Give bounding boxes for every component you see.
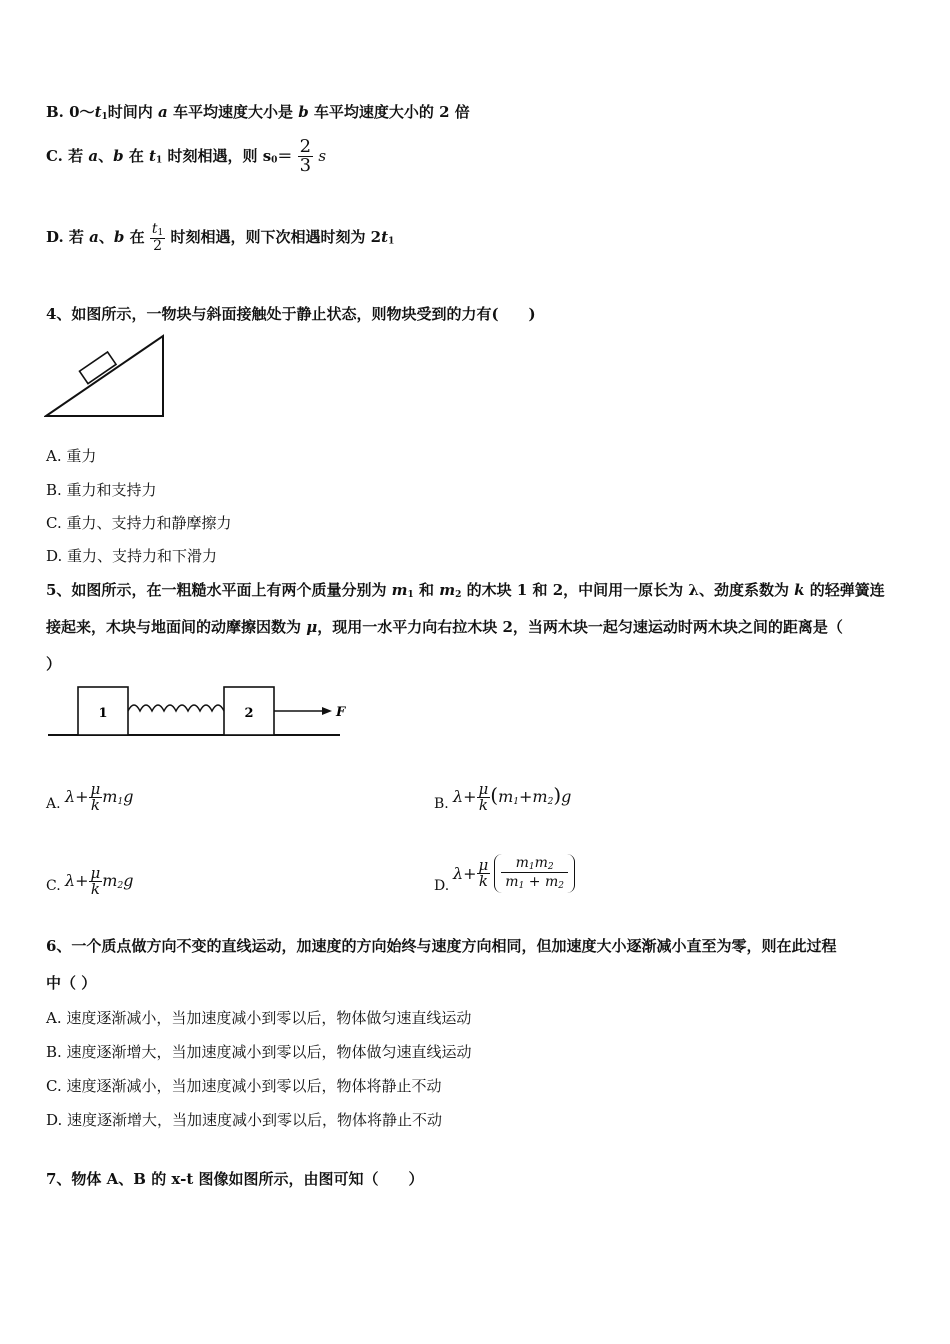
q4-stem: 4、如图所示，一物块与斜面接触处于静止状态，则物块受到的力有( ) [46, 305, 536, 323]
q4-option-d: D. 重力、支持力和下滑力 [46, 547, 218, 565]
q3-option-d: D. 若 a、b 在 $\frac{t_1}{2}$ 时刻相遇，则下次相遇时刻为 $2t_1$ [46, 221, 395, 254]
q3-option-b: B. $0\sim t_1$时间内 a 车平均速度大小是 b 车平均速度大小的 2 倍 [46, 103, 470, 122]
q7-stem: 7、物体 A、B 的 x-t 图像如图所示，由图可知（ ） [46, 1170, 424, 1188]
force-arrowhead [322, 707, 332, 715]
q4-option-a: A. 重力 [46, 447, 97, 465]
formula-b: λ+ $\frac{\mu}{k}$ $(m_1+m_2)g$ [453, 780, 572, 814]
q5-stem-line3: ） [46, 655, 62, 673]
q6-option-a: A. 速度逐渐减小，当加速度减小到零以后，物体做匀速直线运动 [46, 1009, 472, 1027]
incline-triangle [46, 336, 163, 416]
q6-stem-line1: 6、一个质点做方向不变的直线运动，加速度的方向始终与速度方向相同，但加速度大小逐渐减小直至为零，则在此过程 [46, 937, 837, 955]
q6-option-b: B. 速度逐渐增大，当加速度减小到零以后，物体做匀速直线运动 [46, 1043, 472, 1061]
block-on-incline [79, 352, 116, 384]
q5-stem-line2: 接起来，木块与地面间的动摩擦因数为 μ，现用一水平力向右拉木块 2，当两木块一起匀速运动时两木块之间的距离是（ [46, 618, 843, 636]
q6-option-c: C. 速度逐渐减小，当加速度减小到零以后，物体将静止不动 [46, 1077, 442, 1095]
spring [128, 705, 224, 711]
fraction-t1-over-2: $\frac{t_1}{2}$ [151, 221, 164, 254]
formula-d: λ+ $\frac{\mu}{k}$ $\frac{m_1m_2}{m_1 + m_2}$ [453, 854, 575, 893]
block-2-label: 2 [244, 706, 254, 721]
q4-option-c: C. 重力、支持力和静摩擦力 [46, 514, 232, 532]
spring-blocks-figure [46, 684, 346, 740]
q6-option-d: D. 速度逐渐增大，当加速度减小到零以后，物体将静止不动 [46, 1111, 443, 1129]
fraction-two-thirds: $\frac{2}{3}$ [299, 136, 312, 176]
block-1-label: 1 [98, 706, 108, 721]
force-label: F [336, 705, 346, 720]
formula-a: λ+ $\frac{\mu}{k}$ $m_1g$ [65, 780, 134, 814]
q3-option-c: C. 若 a、b 在 $t_1$ 时刻相遇，则 $s_0=$ $\frac{2}{3}$ s [46, 136, 327, 176]
q4-option-b: B. 重力和支持力 [46, 481, 157, 499]
formula-c: λ+ $\frac{\mu}{k}$ $m_2g$ [65, 864, 134, 898]
q6-stem-line2: 中（ ） [46, 974, 97, 992]
incline-figure [44, 334, 166, 418]
q5-stem-line1: 5、如图所示，在一粗糙水平面上有两个质量分别为 $m_1$ 和 $m_2$ 的木块 1 和 2，中间用一原长为 λ、劲度系数为 k 的轻弹簧连 [46, 581, 885, 600]
